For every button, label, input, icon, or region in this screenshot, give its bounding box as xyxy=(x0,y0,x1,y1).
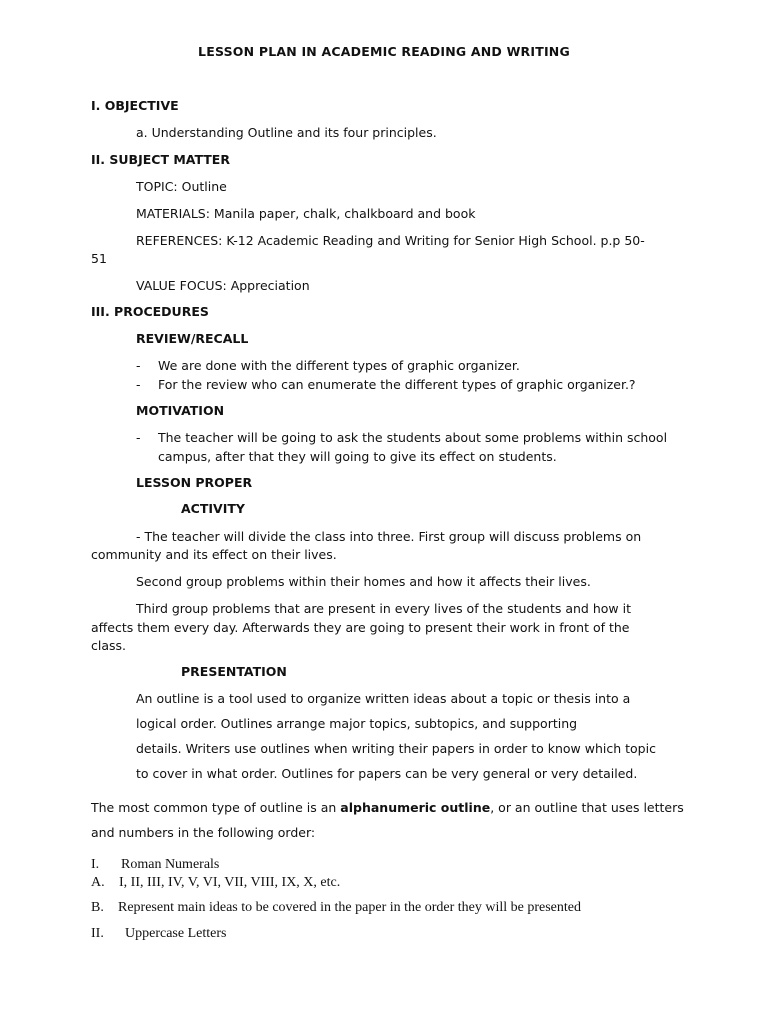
review-bullet-2: For the review who can enumerate the different types of graphic organizer.? xyxy=(158,377,636,392)
presentation-line: An outline is a tool used to organize written ideas about a topic or thesis into a xyxy=(136,691,631,706)
materials-line: MATERIALS: Manila paper, chalk, chalkboard and book xyxy=(136,206,476,221)
document-title: LESSON PLAN IN ACADEMIC READING AND WRITING xyxy=(198,44,570,59)
review-bullet-1: We are done with the different types of graphic organizer. xyxy=(158,358,520,373)
motivation-heading: MOTIVATION xyxy=(136,403,225,418)
outline-intro-text: The most common type of outline is an xyxy=(91,800,341,815)
outline-intro-emphasis: alphanumeric outline xyxy=(340,800,491,815)
subject-matter-heading: II. SUBJECT MATTER xyxy=(91,152,230,167)
activity-paragraph-1-line-2: community and its effect on their lives. xyxy=(91,547,337,562)
topic-line: TOPIC: Outline xyxy=(136,179,227,194)
procedures-heading: III. PROCEDURES xyxy=(91,304,209,319)
bullet-dash: - xyxy=(136,358,141,373)
presentation-line: details. Writers use outlines when writing their papers in order to know which topic xyxy=(136,741,656,756)
activity-paragraph-3-line-2: affects them every day. Afterwards they are going to present their work in front of the xyxy=(91,620,630,635)
lesson-proper-heading: LESSON PROPER xyxy=(136,475,253,490)
activity-paragraph-3-line-1: Third group problems that are present in every lives of the students and how it xyxy=(136,601,631,616)
activity-paragraph-1-line-1: - The teacher will divide the class into three. First group will discuss problems on xyxy=(136,529,642,544)
outline-intro-line-2: and numbers in the following order: xyxy=(91,825,316,840)
outline-item: Represent main ideas to be covered in the paper in the order they will be presented xyxy=(118,900,581,915)
activity-paragraph-2: Second group problems within their homes and how it affects their lives. xyxy=(136,574,591,589)
motivation-bullet-line-1: The teacher will be going to ask the students about some problems within school xyxy=(158,430,668,445)
motivation-bullet-line-2: campus, after that they will going to give its effect on students. xyxy=(158,449,557,464)
objective-item: a. Understanding Outline and its four principles. xyxy=(136,125,437,140)
objective-heading: I. OBJECTIVE xyxy=(91,98,179,113)
activity-paragraph-3-line-3: class. xyxy=(91,638,127,653)
presentation-heading: PRESENTATION xyxy=(181,664,287,679)
outline-intro-line-1 xyxy=(91,800,684,816)
references-line-1: REFERENCES: K-12 Academic Reading and Writing for Senior High School. p.p 50- xyxy=(136,233,645,248)
outline-intro-text: , or an outline that uses letters xyxy=(490,800,684,815)
outline-item: Roman Numerals xyxy=(121,857,220,872)
outline-item: I, II, III, IV, V, VI, VII, VIII, IX, X, etc. xyxy=(119,875,341,890)
outline-marker: A. xyxy=(91,875,105,890)
outline-marker: B. xyxy=(91,900,104,915)
outline-item: Uppercase Letters xyxy=(125,926,227,941)
presentation-line: logical order. Outlines arrange major topics, subtopics, and supporting xyxy=(136,716,578,731)
activity-heading: ACTIVITY xyxy=(181,501,245,516)
references-line-2: 51 xyxy=(91,251,107,266)
outline-marker: II. xyxy=(91,926,104,941)
bullet-dash: - xyxy=(136,377,141,392)
bullet-dash: - xyxy=(136,430,141,445)
value-focus-line: VALUE FOCUS: Appreciation xyxy=(136,278,310,293)
presentation-line: to cover in what order. Outlines for papers can be very general or very detailed. xyxy=(136,766,638,781)
outline-marker: I. xyxy=(91,857,100,872)
review-heading: REVIEW/RECALL xyxy=(136,331,249,346)
